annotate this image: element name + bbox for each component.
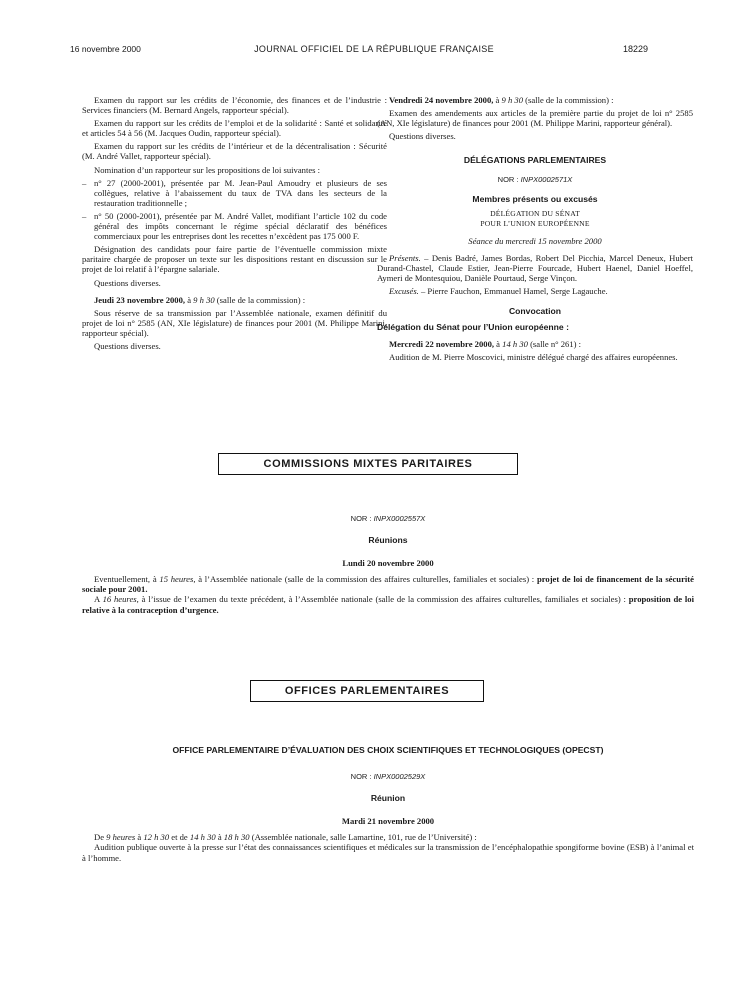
subsection-heading: Réunion: [370, 793, 406, 804]
delegation-heading: Délégation du Sénat pour l’Union européenne :: [377, 322, 569, 333]
section-box-offices: OFFICES PARLEMENTAIRES: [250, 680, 484, 702]
page-number: 18229: [622, 44, 648, 54]
paragraph: Eventuellement, à 15 heures, à l’Assemblée nationale (salle de la commission des affaires culturelles, familiales et sociales) : projet de loi de financement de la sécurité sociale pour 2001.: [82, 574, 694, 595]
excuses-list: Excusés. – Pierre Fauchon, Emmanuel Hamel, Serge Lagauche.: [389, 286, 608, 297]
meeting-line: Mercredi 22 novembre 2000, à 14 h 30 (salle n° 261) :: [389, 338, 581, 349]
subsection-heading: Convocation: [508, 306, 562, 317]
nor-reference: NOR : INPX0002571X: [497, 175, 573, 185]
offices-section: [82, 745, 694, 863]
left-column: [82, 95, 387, 351]
paragraph: A 16 heures, à l’issue de l’examen du texte précédent, à l’Assemblée nationale (salle de la commission des affaires culturelles, familiales et sociales) : proposition de loi relative à la contraception d’urgence.: [82, 594, 694, 615]
paragraph: Questions diverses.: [94, 340, 161, 351]
paragraph: Examen du rapport sur les crédits de l’économie, des finances et de l’industrie : Services financiers (M. Bernard Angels, rapporteur spécial).: [82, 95, 387, 116]
right-column: [377, 95, 693, 362]
meeting-line: Jeudi 23 novembre 2000, à 9 h 30 (salle de la commission) :: [94, 294, 306, 305]
delegation-name: POUR L’UNION EUROPÉENNE: [480, 218, 590, 228]
presents-list: Présents. – Denis Badré, James Bordas, Robert Del Picchia, Marcel Deneux, Hubert Durand-Chastel, Claude Estier, Jean-Pierre Fourcade, Hubert Haenel, Daniel Hoeffel, Aymeri de Montesquiou, Danièle Pourtaud, Serge Vinçon.: [377, 252, 693, 284]
subsection-heading: Réunions: [368, 535, 408, 546]
paragraph: Sous réserve de sa transmission par l’Assemblée nationale, examen définitif du projet de loi n° 2585 (AN, XIe législature) de finances pour 2001 (M. Philippe Marini, rapporteur spécial).: [82, 307, 387, 338]
header-title: JOURNAL OFFICIEL DE LA RÉPUBLIQUE FRANÇAISE: [254, 44, 494, 54]
delegation-name: DÉLÉGATION DU SÉNAT: [490, 208, 580, 218]
list-item: – n° 50 (2000-2001), présentée par M. André Vallet, modifiant l’article 102 du code général des impôts concernant le régime spécial déclaratif des bénéfices commerciaux pour les entreprises dont les recettes n’excèdent pas 175 000 F.: [82, 210, 387, 242]
paragraph: Examen du rapport sur les crédits de l’emploi et de la solidarité : Santé et solidarité et articles 54 à 56 (M. Jacques Oudin, rapporteur spécial).: [82, 118, 387, 139]
header-date: 16 novembre 2000: [70, 44, 141, 54]
meeting-date: Mardi 21 novembre 2000: [341, 816, 435, 827]
seance-date: Séance du mercredi 15 novembre 2000: [468, 235, 602, 246]
paragraph: Désignation des candidats pour faire partie de l’éventuelle commission mixte paritaire chargée de proposer un texte sur les dispositions restant en discussion sur le projet de loi relatif à l’épargne salariale.: [82, 244, 387, 275]
meeting-date: Lundi 20 novembre 2000: [342, 558, 434, 569]
section-box-commissions: COMMISSIONS MIXTES PARITAIRES: [218, 453, 518, 475]
paragraph: Audition publique ouverte à la presse sur l’état des connaissances scientifiques et médicales sur la transmission de l’encéphalopathie spongiforme bovine (ESB) à l’animal et à l’homme.: [82, 842, 694, 863]
paragraph: Nomination d’un rapporteur sur les propositions de loi suivantes :: [94, 164, 321, 175]
paragraph: Examen des amendements aux articles de la première partie du projet de loi n° 2585 (AN, XIe législature) de finances pour 2001 (M. Philippe Marini, rapporteur général).: [377, 108, 693, 129]
nor-reference: NOR : INPX0002529X: [350, 772, 426, 782]
section-heading: DÉLÉGATIONS PARLEMENTAIRES: [463, 155, 607, 166]
list-item: – n° 27 (2000-2001), présentée par M. Jean-Paul Amoudry et plusieurs de ses collègues, relative à l’abaissement du taux de TVA dans les secteurs de la restauration traditionnelle ;: [82, 177, 387, 208]
paragraph: Audition de M. Pierre Moscovici, ministre délégué chargé des affaires européennes.: [389, 351, 678, 362]
paragraph: Questions diverses.: [94, 277, 161, 288]
paragraph: Examen du rapport sur les crédits de l’intérieur et de la décentralisation : Sécurité (M. André Vallet, rapporteur spécial).: [82, 141, 387, 162]
paragraph: Questions diverses.: [389, 131, 456, 142]
office-title: OFFICE PARLEMENTAIRE D’ÉVALUATION DES CHOIX SCIENTIFIQUES ET TECHNOLOGIQUES (OPECST): [172, 745, 604, 755]
nor-reference: NOR : INPX0002557X: [350, 514, 426, 523]
commissions-section: [82, 514, 694, 615]
meeting-line: Vendredi 24 novembre 2000, à 9 h 30 (salle de la commission) :: [389, 95, 614, 105]
subsection-heading: Membres présents ou excusés: [472, 193, 598, 204]
paragraph: De 9 heures à 12 h 30 et de 14 h 30 à 18 h 30 (Assemblée nationale, salle Lamartine, 101, rue de l’Université) :: [94, 832, 477, 843]
